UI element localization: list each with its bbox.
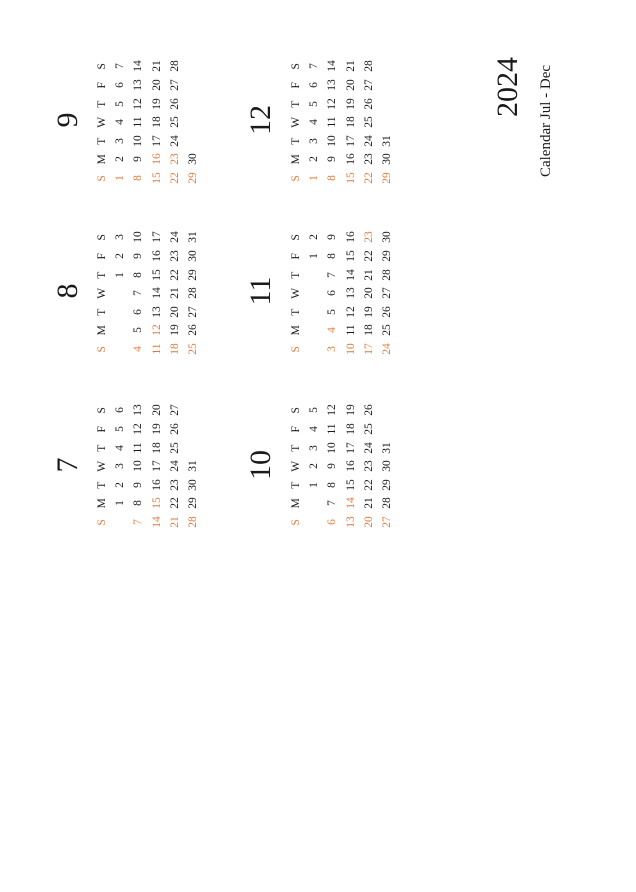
month-label: 12 xyxy=(244,105,277,135)
day-cell: 26 xyxy=(168,97,181,110)
weekday-header: M xyxy=(96,498,108,509)
weekday-header: W xyxy=(96,287,108,299)
weekday-header: T xyxy=(96,443,108,452)
weekday-header: T xyxy=(96,137,108,145)
month-label: 11 xyxy=(244,276,277,306)
day-cell: 19 xyxy=(362,306,375,318)
day-cell: 14 xyxy=(150,287,163,299)
weekday-header: W xyxy=(290,116,302,128)
weekday-header: M xyxy=(290,325,302,336)
day-cell: 31 xyxy=(381,441,393,454)
day-cell: 13 xyxy=(132,404,145,417)
day-cell: 1 xyxy=(114,271,127,278)
day-cell: 24 xyxy=(381,343,393,355)
day-cell: 10 xyxy=(344,343,357,355)
day-cell: 15 xyxy=(150,497,163,510)
day-cell: 14 xyxy=(344,268,357,281)
day-cell: 19 xyxy=(168,324,181,337)
day-cell: 5 xyxy=(308,100,321,107)
weekday-header: F xyxy=(290,81,302,89)
day-cell: 7 xyxy=(114,63,127,70)
day-cell: 26 xyxy=(187,324,199,337)
day-cell: 21 xyxy=(168,287,181,299)
weekday-header: S xyxy=(290,345,302,353)
weekday-header: S xyxy=(96,518,108,526)
day-cell: 5 xyxy=(132,327,145,334)
weekday-header: T xyxy=(290,137,302,145)
day-cell: 15 xyxy=(344,172,357,184)
day-cell: 9 xyxy=(132,481,145,488)
weekday-header: M xyxy=(96,325,108,336)
day-cell: 20 xyxy=(150,79,163,91)
day-cell: 6 xyxy=(132,308,145,315)
day-cell: 27 xyxy=(381,287,393,299)
day-cell: 30 xyxy=(187,479,199,491)
day-cell: 26 xyxy=(168,423,181,435)
day-cell: 15 xyxy=(150,268,163,281)
day-cell: 5 xyxy=(308,407,321,414)
day-cell: 6 xyxy=(114,82,127,88)
day-cell: 11 xyxy=(344,324,357,336)
day-cell: 6 xyxy=(326,290,339,297)
day-cell: 20 xyxy=(168,306,181,318)
weekday-header: T xyxy=(96,270,108,279)
day-cell: 6 xyxy=(308,82,321,88)
day-cell: 23 xyxy=(362,460,375,472)
day-cell: 8 xyxy=(132,500,145,507)
day-cell: 27 xyxy=(168,79,181,91)
day-cell: 29 xyxy=(187,172,199,184)
day-cell: 2 xyxy=(308,463,321,470)
day-cell: 7 xyxy=(132,519,145,525)
day-cell: 9 xyxy=(326,463,339,470)
day-cell: 15 xyxy=(150,172,163,184)
day-cell: 13 xyxy=(344,287,357,299)
weekday-header: S xyxy=(290,233,302,241)
day-cell: 30 xyxy=(187,153,199,166)
weekday-header: S xyxy=(96,406,108,414)
day-cell: 18 xyxy=(150,441,163,454)
day-cell: 14 xyxy=(132,60,145,73)
day-cell: 5 xyxy=(114,100,127,107)
day-cell: 2 xyxy=(308,156,321,163)
day-cell: 13 xyxy=(150,306,163,318)
day-cell: 3 xyxy=(326,346,339,352)
day-cell: 29 xyxy=(381,250,393,262)
day-cell: 23 xyxy=(362,153,375,166)
day-cell: 31 xyxy=(381,135,393,147)
day-cell: 12 xyxy=(150,324,163,337)
day-cell: 7 xyxy=(326,500,339,507)
day-cell: 14 xyxy=(344,497,357,510)
day-cell: 25 xyxy=(187,343,199,355)
day-cell: 20 xyxy=(362,287,375,299)
day-cell: 27 xyxy=(168,404,181,417)
day-cell: 9 xyxy=(326,156,339,163)
day-cell: 25 xyxy=(362,423,375,435)
day-cell: 21 xyxy=(362,268,375,281)
day-cell: 8 xyxy=(132,271,145,278)
day-cell: 29 xyxy=(381,172,393,184)
day-cell: 28 xyxy=(187,287,199,299)
weekday-header: W xyxy=(290,460,302,472)
month-label: 8 xyxy=(51,283,84,299)
day-cell: 1 xyxy=(114,500,127,507)
weekday-header: T xyxy=(290,270,302,279)
day-cell: 9 xyxy=(132,156,145,163)
day-cell: 3 xyxy=(114,463,127,470)
weekday-header: M xyxy=(96,154,108,165)
day-cell: 1 xyxy=(114,175,127,181)
month-label: 7 xyxy=(51,457,84,473)
day-cell: 25 xyxy=(168,441,181,454)
day-cell: 30 xyxy=(381,231,393,244)
day-cell: 4 xyxy=(326,327,339,334)
day-cell: 27 xyxy=(187,306,199,318)
weekday-header: S xyxy=(96,233,108,241)
day-cell: 1 xyxy=(308,253,321,259)
day-cell: 22 xyxy=(362,250,375,262)
day-cell: 24 xyxy=(168,460,181,472)
day-cell: 16 xyxy=(344,460,357,472)
day-cell: 12 xyxy=(132,97,145,110)
day-cell: 10 xyxy=(132,460,145,472)
day-cell: 16 xyxy=(150,250,163,262)
day-cell: 8 xyxy=(326,253,339,259)
day-cell: 17 xyxy=(362,343,375,355)
day-cell: 18 xyxy=(168,343,181,355)
day-cell: 7 xyxy=(308,63,321,70)
day-cell: 19 xyxy=(344,404,357,417)
day-cell: 27 xyxy=(362,79,375,91)
day-cell: 29 xyxy=(187,268,199,281)
weekday-header: F xyxy=(96,425,108,433)
weekday-header: T xyxy=(290,481,302,489)
calendar-subtitle: Calendar Jul - Dec xyxy=(538,64,554,178)
day-cell: 3 xyxy=(308,444,321,451)
weekday-header: S xyxy=(290,62,302,70)
day-cell: 17 xyxy=(344,135,357,147)
day-cell: 11 xyxy=(150,343,163,355)
day-cell: 10 xyxy=(132,135,145,147)
day-cell: 12 xyxy=(132,423,145,435)
day-cell: 4 xyxy=(114,119,127,126)
day-cell: 25 xyxy=(362,116,375,128)
day-cell: 10 xyxy=(132,231,145,244)
day-cell: 28 xyxy=(381,497,393,510)
day-cell: 7 xyxy=(326,271,339,278)
weekday-header: F xyxy=(96,252,108,260)
day-cell: 22 xyxy=(168,268,181,281)
day-cell: 11 xyxy=(326,423,339,435)
day-cell: 21 xyxy=(362,497,375,510)
day-cell: 18 xyxy=(344,423,357,435)
day-cell: 24 xyxy=(168,135,181,147)
day-cell: 13 xyxy=(326,79,339,91)
day-cell: 5 xyxy=(326,308,339,315)
day-cell: 28 xyxy=(168,60,181,73)
day-cell: 31 xyxy=(187,460,199,472)
day-cell: 23 xyxy=(168,153,181,166)
day-cell: 19 xyxy=(150,423,163,435)
weekday-header: M xyxy=(290,498,302,509)
weekday-header: F xyxy=(96,81,108,89)
day-cell: 25 xyxy=(168,116,181,128)
weekday-header: T xyxy=(96,481,108,489)
day-cell: 4 xyxy=(132,346,145,352)
weekday-header: T xyxy=(290,443,302,452)
day-cell: 17 xyxy=(150,231,163,244)
day-cell: 14 xyxy=(326,60,339,73)
day-cell: 3 xyxy=(308,137,321,144)
weekday-header: W xyxy=(96,460,108,472)
day-cell: 24 xyxy=(168,231,181,244)
day-cell: 4 xyxy=(308,426,321,432)
day-cell: 18 xyxy=(344,116,357,128)
weekday-header: T xyxy=(290,308,302,316)
day-cell: 21 xyxy=(344,60,357,73)
day-cell: 1 xyxy=(308,481,321,488)
day-cell: 28 xyxy=(381,268,393,281)
day-cell: 18 xyxy=(150,116,163,128)
day-cell: 14 xyxy=(150,516,163,528)
day-cell: 7 xyxy=(132,290,145,297)
day-cell: 16 xyxy=(150,153,163,166)
day-cell: 21 xyxy=(150,60,163,73)
day-cell: 17 xyxy=(344,441,357,454)
day-cell: 31 xyxy=(187,231,199,244)
day-cell: 12 xyxy=(326,404,339,417)
day-cell: 8 xyxy=(132,175,145,181)
year-title: 2024 xyxy=(491,57,524,117)
day-cell: 21 xyxy=(168,516,181,528)
day-cell: 23 xyxy=(362,231,375,244)
day-cell: 16 xyxy=(344,153,357,166)
day-cell: 30 xyxy=(187,250,199,262)
day-cell: 11 xyxy=(132,442,145,454)
day-cell: 4 xyxy=(114,444,127,451)
day-cell: 27 xyxy=(381,516,393,528)
day-cell: 4 xyxy=(308,119,321,126)
day-cell: 10 xyxy=(326,441,339,454)
day-cell: 6 xyxy=(114,407,127,414)
weekday-header: S xyxy=(96,62,108,70)
day-cell: 18 xyxy=(362,324,375,337)
day-cell: 12 xyxy=(344,306,357,318)
day-cell: 3 xyxy=(114,234,127,241)
day-cell: 19 xyxy=(150,97,163,110)
weekday-header: W xyxy=(96,116,108,128)
day-cell: 13 xyxy=(132,79,145,91)
weekday-header: T xyxy=(96,308,108,316)
weekday-header: W xyxy=(290,287,302,299)
day-cell: 29 xyxy=(187,497,199,510)
day-cell: 15 xyxy=(344,250,357,262)
day-cell: 23 xyxy=(168,479,181,491)
day-cell: 6 xyxy=(326,519,339,525)
day-cell: 20 xyxy=(362,516,375,528)
day-cell: 23 xyxy=(168,250,181,262)
day-cell: 2 xyxy=(114,253,127,259)
month-label: 9 xyxy=(51,112,84,128)
day-cell: 22 xyxy=(168,497,181,510)
month-label: 10 xyxy=(244,450,277,480)
weekday-header: S xyxy=(290,406,302,414)
weekday-header: T xyxy=(96,99,108,108)
day-cell: 5 xyxy=(114,426,127,432)
day-cell: 22 xyxy=(362,479,375,491)
day-cell: 17 xyxy=(150,135,163,147)
day-cell: 28 xyxy=(187,516,199,528)
day-cell: 3 xyxy=(114,137,127,144)
day-cell: 22 xyxy=(168,172,181,184)
day-cell: 9 xyxy=(326,234,339,241)
day-cell: 20 xyxy=(344,79,357,91)
day-cell: 24 xyxy=(362,135,375,147)
day-cell: 19 xyxy=(344,97,357,110)
day-cell: 8 xyxy=(326,175,339,181)
day-cell: 30 xyxy=(381,153,393,166)
day-cell: 16 xyxy=(344,231,357,244)
day-cell: 13 xyxy=(344,516,357,528)
day-cell: 2 xyxy=(114,156,127,163)
day-cell: 2 xyxy=(114,481,127,488)
day-cell: 28 xyxy=(362,60,375,73)
day-cell: 1 xyxy=(308,175,321,181)
day-cell: 8 xyxy=(326,481,339,488)
day-cell: 26 xyxy=(362,97,375,110)
day-cell: 17 xyxy=(150,460,163,472)
weekday-header: S xyxy=(290,518,302,526)
day-cell: 10 xyxy=(326,135,339,147)
day-cell: 15 xyxy=(344,479,357,491)
day-cell: 24 xyxy=(362,441,375,454)
weekday-header: T xyxy=(290,99,302,108)
day-cell: 29 xyxy=(381,479,393,491)
day-cell: 11 xyxy=(132,116,145,128)
weekday-header: F xyxy=(290,252,302,260)
weekday-header: F xyxy=(290,425,302,433)
weekday-header: S xyxy=(96,345,108,353)
day-cell: 12 xyxy=(326,97,339,110)
day-cell: 25 xyxy=(381,324,393,337)
weekday-header: S xyxy=(96,174,108,182)
day-cell: 16 xyxy=(150,479,163,491)
day-cell: 11 xyxy=(326,116,339,128)
day-cell: 30 xyxy=(381,460,393,472)
day-cell: 20 xyxy=(150,404,163,417)
weekday-header: M xyxy=(290,154,302,165)
day-cell: 26 xyxy=(362,404,375,417)
day-cell: 2 xyxy=(308,234,321,241)
day-cell: 22 xyxy=(362,172,375,184)
day-cell: 9 xyxy=(132,253,145,259)
weekday-header: S xyxy=(290,174,302,182)
day-cell: 26 xyxy=(381,306,393,318)
